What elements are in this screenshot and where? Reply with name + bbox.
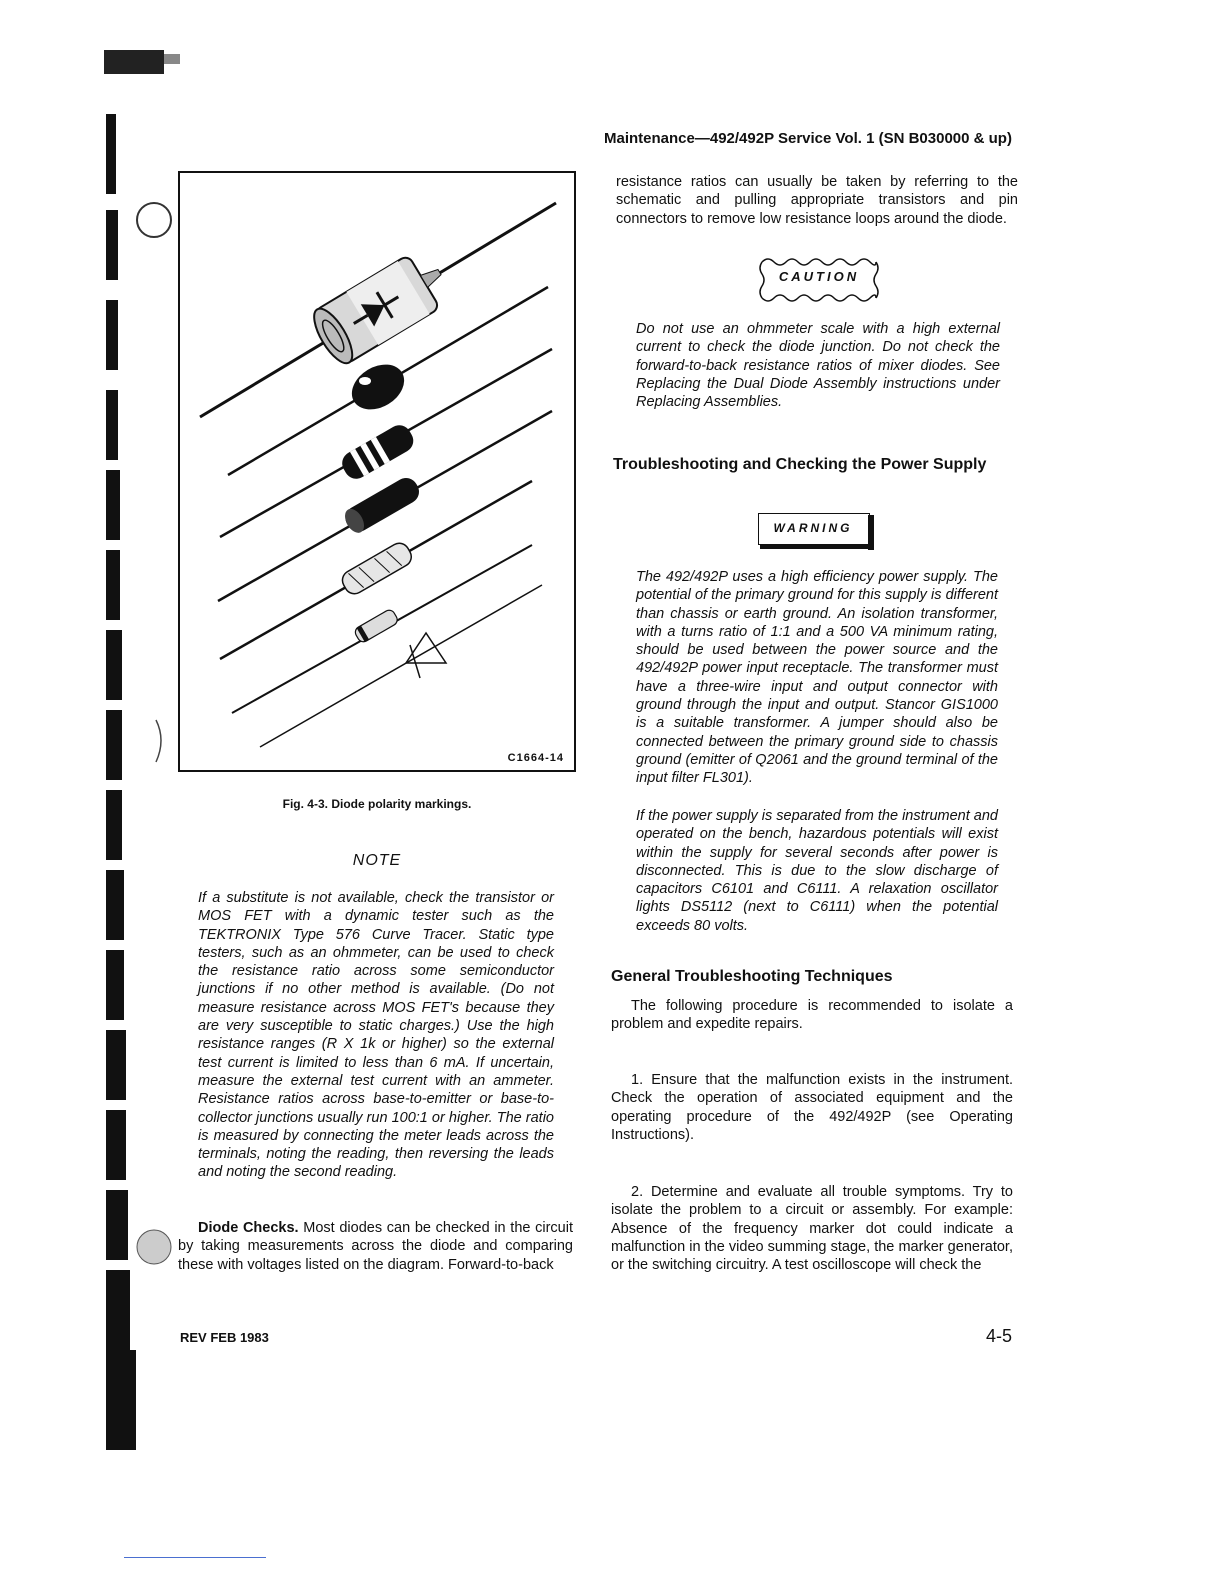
revision-date: REV FEB 1983 (180, 1330, 269, 1345)
figure-caption: Fig. 4-3. Diode polarity markings. (282, 797, 472, 811)
note-title: NOTE (352, 852, 402, 869)
diode-schematic-symbol (260, 585, 542, 747)
bottom-rule (124, 1557, 266, 1558)
diode-checks-body: Most diodes can be checked in the circuit by taking measurements across the diode and comparing these with voltages listed on the diagram. Forward-to-back (178, 1220, 573, 1273)
diode-figure (178, 171, 576, 772)
warning-shadow-bottom (760, 544, 874, 549)
binder-edge-artifact (104, 50, 184, 1450)
general-troubleshooting-heading: General Troubleshooting Techniques (611, 968, 893, 985)
running-header: Maintenance—492/492P Service Vol. 1 (SN B030000 & up) (604, 130, 1012, 147)
figure-id-label: C1664-14 (507, 752, 564, 764)
warning-label: WARNING (773, 521, 853, 535)
warning-callout (758, 513, 878, 551)
procedure-intro-text: The following procedure is recommended to isolate a problem and expedite repairs. (611, 998, 1013, 1033)
power-supply-heading: Troubleshooting and Checking the Power Supply (613, 456, 987, 473)
caution-label: CAUTION (778, 269, 860, 284)
caution-callout (758, 256, 880, 304)
procedure-step-2 (611, 1183, 1013, 1274)
continuation-paragraph: resistance ratios can usually be taken by referring to the schematic and pulling appropriate transistors and pin connectors to remove low resistance loops around the diode. (616, 174, 1018, 227)
warning-body-1: The 492/492P uses a high efficiency power supply. The potential of the primary ground for this supply is different than chassis or earth ground. An isolation transformer, with a turns ratio of 1:1 and a 500 VA minimum rating, should be used between the power source and the 492/492P power input receptacle. The transformer must have a three-wire input and output connector with ground through the input and output. Stancor GIS1000 is a suitable transformer. A jumper should also be connected between the primary ground side to chassis ground (emitter of Q2061 and the ground terminal of the input filter FL301). (636, 569, 998, 787)
diode-checks-paragraph (178, 1219, 573, 1274)
procedure-intro (611, 997, 1013, 1034)
page-number: 4-5 (986, 1326, 1013, 1346)
procedure-step-1 (611, 1071, 1013, 1144)
procedure-step-2-text: 2. Determine and evaluate all trouble symptoms. Try to isolate the problem to a circuit or assembly. For example: Absence of the frequency marker dot could indicate a malfunction in the video summing stage, the marker generator, or the switching circuitry. A test oscilloscope will check the (611, 1184, 1013, 1274)
note-body: If a substitute is not available, check the transistor or MOS FET with a dynamic tester such as the TEKTRONIX Type 576 Curve Tracer. Static type testers, such as an ohmmeter, can be used to check the resistance ratio across some semiconductor junctions if no other method is available. (Do not measure resistance across MOS FET's because they are very susceptible to static charges.) Use the high resistance ranges (R X 1k or higher) so the external test current is limited to less than 6 mA. If uncertain, measure the external test current with an ammeter. Resistance ratios across base-to-emitter or base-to-collector junctions usually run 100:1 or higher. The ratio is measured by connecting the meter leads across the terminals, noting the reading, then reversing the leads and noting the second reading. (198, 890, 554, 1181)
diode-checks-lead: Diode Checks. (198, 1220, 299, 1236)
warning-body-2: If the power supply is separated from the instrument and operated on the bench, hazardous potentials will exist within the supply for several seconds after power is disconnected. This is due to the slow discharge of capacitors C6101 and C6111. A relaxation oscillator lights DS5112 (next to C6111) when the potential exceeds 80 volts. (636, 808, 998, 934)
procedure-step-1-text: 1. Ensure that the malfunction exists in the instrument. Check the operation of associated equipment and the operating procedure of the 492/492P (see Operating Instructions). (611, 1072, 1013, 1143)
diode-illustration (180, 173, 578, 774)
caution-body: Do not use an ohmmeter scale with a high external current to check the diode junction. Do not check the forward-to-back resistance ratios of mixer diodes. See Replacing the Dual Diode Assembly instructions under Replacing Assemblies. (636, 321, 1000, 411)
